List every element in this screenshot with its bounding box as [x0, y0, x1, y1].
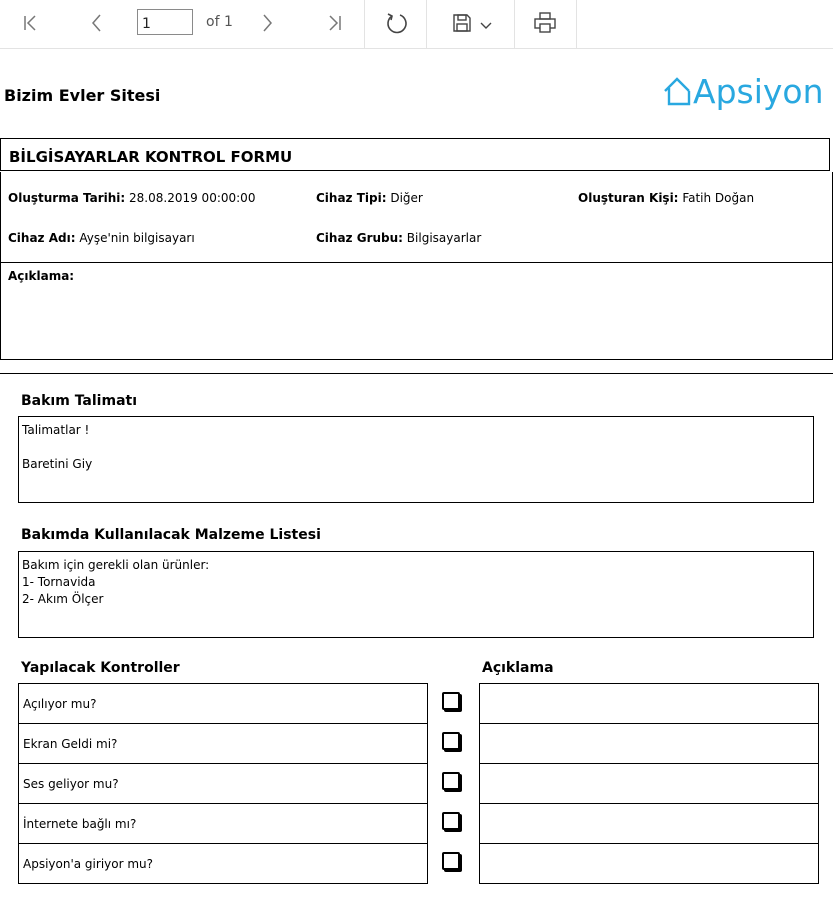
check-description-cell: [479, 763, 819, 804]
checks-heading: Yapılacak Kontroller: [21, 660, 180, 676]
check-item: [18, 683, 428, 724]
check-item-label: Ses geliyor mu?: [23, 776, 119, 791]
info-left-border: [0, 172, 1, 360]
form-title-box: [0, 138, 830, 171]
house-icon: [663, 76, 693, 110]
check-item: [18, 763, 428, 804]
form-title: BİLGİSAYARLAR KONTROL FORMU: [9, 148, 293, 166]
page-number-input[interactable]: [137, 9, 193, 35]
materials-line: 2- Akım Ölçer: [22, 592, 104, 606]
check-item: [18, 843, 428, 884]
created-by-label: Oluşturan Kişi:: [578, 191, 679, 205]
checkbox-icon[interactable]: [442, 732, 460, 750]
last-page-button[interactable]: [317, 0, 351, 46]
check-item-label: İnternete bağlı mı?: [23, 816, 137, 831]
created-by-field: [578, 191, 754, 205]
materials-line: Bakım için gerekli olan ürünler:: [22, 558, 210, 572]
divider: [0, 359, 833, 360]
toolbar-divider: [426, 0, 427, 48]
created-date-field: [8, 191, 255, 205]
created-by-value: Fatih Doğan: [682, 191, 755, 205]
save-button[interactable]: [446, 0, 498, 46]
page-count-label: of 1: [206, 14, 233, 30]
checkbox-icon[interactable]: [442, 692, 460, 710]
materials-heading: Bakımda Kullanılacak Malzeme Listesi: [21, 527, 321, 543]
next-page-icon: [257, 13, 277, 33]
checkbox-icon[interactable]: [442, 812, 460, 830]
prev-page-icon: [87, 13, 107, 33]
next-page-button[interactable]: [250, 0, 284, 46]
toolbar-divider: [576, 0, 577, 48]
apsiyon-logo: [663, 72, 823, 116]
check-item-label: Açılıyor mu?: [23, 696, 97, 711]
materials-text-box: [18, 551, 814, 638]
chevron-down-icon: [479, 19, 493, 33]
print-button[interactable]: [528, 0, 562, 46]
device-name-value: Ayşe'nin bilgisayarı: [79, 231, 195, 245]
toolbar-divider: [364, 0, 365, 48]
check-item: [18, 803, 428, 844]
first-page-icon: [21, 13, 41, 33]
maintenance-line: Talimatlar !: [22, 423, 90, 437]
device-group-value: Bilgisayarlar: [406, 231, 482, 245]
device-type-label: Cihaz Tipi:: [316, 191, 387, 205]
description-label: Açıklama:: [8, 269, 75, 283]
check-item-label: Ekran Geldi mi?: [23, 736, 118, 751]
device-type-value: Diğer: [390, 191, 423, 205]
check-description-cell: [479, 803, 819, 844]
check-description-cell: [479, 683, 819, 724]
prev-page-button[interactable]: [80, 0, 114, 46]
divider: [0, 373, 833, 374]
first-page-button[interactable]: [14, 0, 48, 46]
toolbar-divider: [514, 0, 515, 48]
checkbox-icon[interactable]: [442, 772, 460, 790]
save-icon: [451, 12, 473, 34]
print-icon: [533, 11, 557, 35]
created-date-label: Oluşturma Tarihi:: [8, 191, 126, 205]
maintenance-line: Baretini Giy: [22, 457, 93, 471]
device-group-label: Cihaz Grubu:: [316, 231, 403, 245]
maintenance-text-box: [18, 416, 814, 503]
device-name-field: [8, 231, 195, 245]
site-title: Bizim Evler Sitesi: [4, 86, 161, 105]
checks-description-heading: Açıklama: [482, 660, 554, 676]
device-name-label: Cihaz Adı:: [8, 231, 76, 245]
maintenance-line: [22, 439, 810, 456]
device-type-field: [316, 191, 423, 205]
refresh-button[interactable]: [378, 0, 414, 46]
check-item-label: Apsiyon'a giriyor mu?: [23, 856, 154, 871]
materials-line: 1- Tornavida: [22, 575, 96, 589]
check-description-cell: [479, 843, 819, 884]
device-group-field: [316, 231, 481, 245]
description-field: [8, 269, 74, 283]
last-page-icon: [324, 13, 344, 33]
check-description-cell: [479, 723, 819, 764]
created-date-value: 28.08.2019 00:00:00: [129, 191, 256, 205]
report-toolbar: [0, 0, 833, 49]
checkbox-icon[interactable]: [442, 852, 460, 870]
divider: [0, 262, 833, 263]
logo-text: Apsiyon: [693, 72, 824, 111]
maintenance-heading: Bakım Talimatı: [21, 393, 138, 409]
check-item: [18, 723, 428, 764]
refresh-icon: [383, 10, 409, 36]
